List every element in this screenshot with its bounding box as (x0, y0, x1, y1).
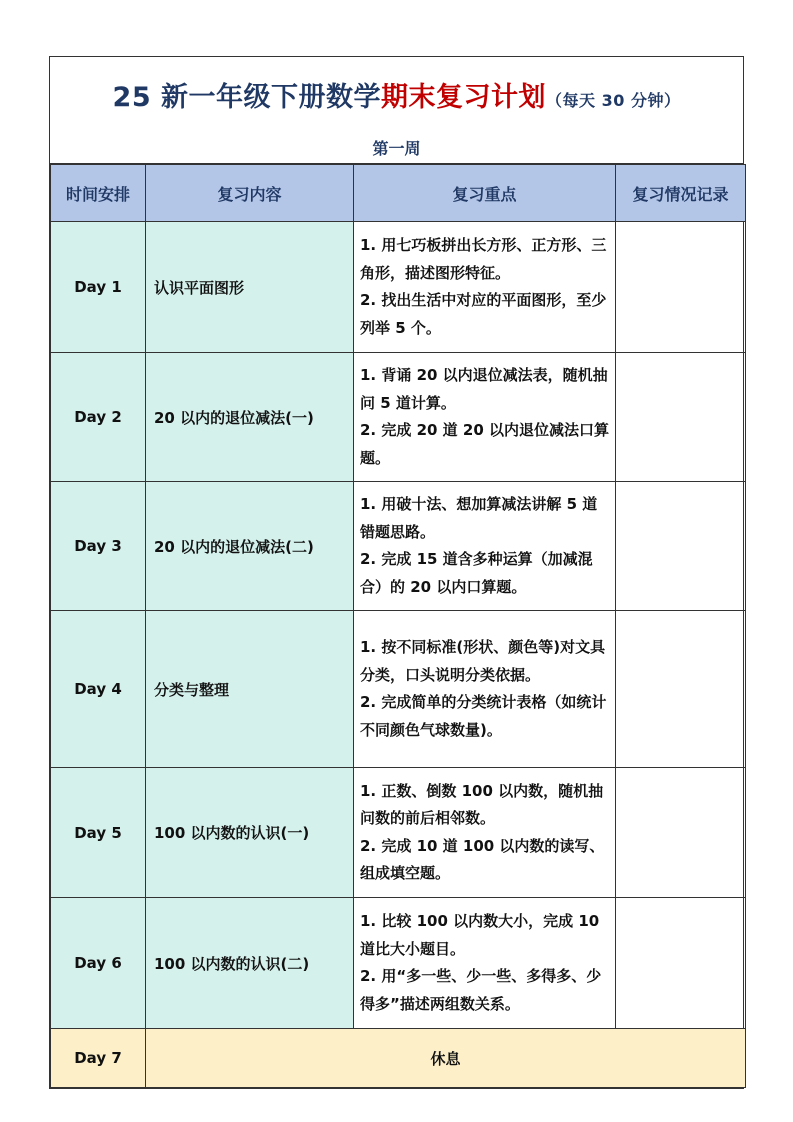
content-cell: 分类与整理 (146, 611, 354, 768)
content-cell: 20 以内的退位减法(一) (146, 353, 354, 482)
review-plan-sheet (49, 56, 744, 1089)
header-record: 复习情况记录 (616, 165, 746, 222)
focus-cell (354, 768, 616, 898)
table-row (51, 611, 746, 768)
focus-item: 1. 正数、倒数 100 以内数，随机抽问数的前后相邻数。 (360, 781, 604, 827)
header-row (51, 165, 746, 222)
focus-cell (354, 482, 616, 611)
day-cell: Day 4 (51, 611, 146, 768)
rest-row (51, 1029, 746, 1088)
focus-cell (354, 611, 616, 768)
focus-item: 1. 按不同标准(形状、颜色等)对文具分类，口头说明分类依据。 (360, 638, 606, 684)
content-cell: 20 以内的退位减法(二) (146, 482, 354, 611)
day-cell: Day 6 (51, 898, 146, 1029)
table-row (51, 353, 746, 482)
focus-cell (354, 353, 616, 482)
content-cell: 100 以内数的认识(二) (146, 898, 354, 1029)
focus-cell (354, 222, 616, 353)
header-content: 复习内容 (146, 165, 354, 222)
page-title (50, 57, 743, 114)
title-block (50, 57, 743, 164)
header-focus: 复习重点 (354, 165, 616, 222)
record-cell[interactable] (616, 482, 746, 611)
focus-item: 1. 用破十法、想加算减法讲解 5 道错题思路。 (360, 495, 598, 541)
focus-cell (354, 898, 616, 1029)
focus-item: 1. 比较 100 以内数大小，完成 10 道比大小题目。 (360, 912, 600, 958)
focus-item: 2. 完成简单的分类统计表格（如统计不同颜色气球数量)。 (360, 693, 607, 739)
focus-item: 2. 完成 15 道含多种运算（加减混合）的 20 以内口算题。 (360, 550, 593, 596)
header-time: 时间安排 (51, 165, 146, 222)
title-sub: （每天 30 分钟） (546, 91, 681, 110)
day-cell: Day 2 (51, 353, 146, 482)
focus-item: 2. 找出生活中对应的平面图形，至少列举 5 个。 (360, 291, 607, 337)
day-cell: Day 1 (51, 222, 146, 353)
plan-table (50, 164, 746, 1088)
table-row (51, 768, 746, 898)
focus-item: 2. 完成 10 道 100 以内数的读写、组成填空题。 (360, 836, 605, 882)
title-main: 25 新一年级下册数学 (112, 82, 382, 113)
table-row (51, 482, 746, 611)
title-highlight: 期末复习计划 (381, 82, 547, 113)
focus-item: 2. 完成 20 道 20 以内退位减法口算题。 (360, 421, 609, 467)
week-label: 第一周 (372, 139, 421, 158)
day-cell: Day 5 (51, 768, 146, 898)
rest-content: 休息 (146, 1029, 746, 1088)
focus-item: 1. 用七巧板拼出长方形、正方形、三角形，描述图形特征。 (360, 236, 607, 282)
table-row (51, 898, 746, 1029)
record-cell[interactable] (616, 611, 746, 768)
focus-item: 2. 用“多一些、少一些、多得多、少得多”描述两组数关系。 (360, 967, 602, 1013)
table-row (51, 222, 746, 353)
record-cell[interactable] (616, 898, 746, 1029)
content-cell: 认识平面图形 (146, 222, 354, 353)
day-cell: Day 3 (51, 482, 146, 611)
content-cell: 100 以内数的认识(一) (146, 768, 354, 898)
record-cell[interactable] (616, 768, 746, 898)
record-cell[interactable] (616, 222, 746, 353)
record-cell[interactable] (616, 353, 746, 482)
focus-item: 1. 背诵 20 以内退位减法表，随机抽问 5 道计算。 (360, 366, 608, 412)
rest-day: Day 7 (51, 1029, 146, 1088)
